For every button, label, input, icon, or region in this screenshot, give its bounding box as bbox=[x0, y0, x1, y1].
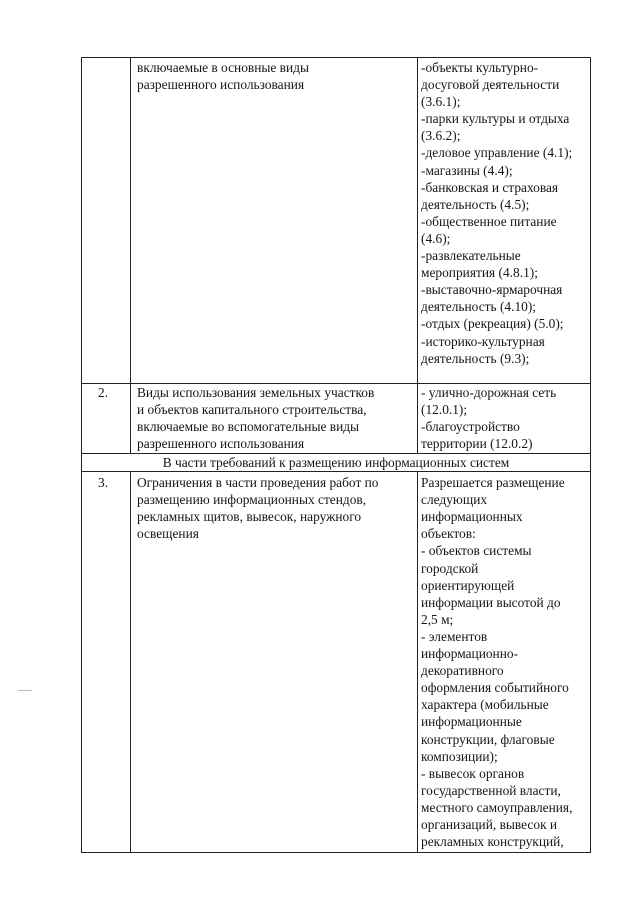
text-line: организаций, вывесок и bbox=[421, 816, 558, 832]
text-line: информационные bbox=[421, 714, 522, 730]
text-line: размещению информационных стендов, bbox=[137, 492, 367, 508]
text-line: информационных bbox=[421, 509, 523, 525]
text-line: (3.6.2); bbox=[421, 128, 461, 144]
text-line: Ограничения в части проведения работ по bbox=[137, 475, 379, 491]
text-line: включаемые во вспомогательные виды bbox=[137, 419, 360, 435]
text-line: разрешенного использования bbox=[137, 77, 305, 93]
text-line: -отдых (рекреация) (5.0); bbox=[421, 316, 564, 332]
text-line: -объекты культурно- bbox=[421, 60, 539, 75]
row-value-cell bbox=[418, 58, 591, 384]
text-line: государственной власти, bbox=[421, 782, 561, 798]
text-line: объектов: bbox=[421, 526, 476, 542]
text-line: информационно- bbox=[421, 646, 519, 662]
scan-artifact-mark bbox=[18, 690, 32, 691]
text-line: ориентирующей bbox=[421, 577, 515, 593]
table-section-header-row bbox=[82, 454, 591, 472]
text-line: - улично-дорожная сеть bbox=[421, 385, 557, 400]
text-line: оформления событийного bbox=[421, 680, 569, 696]
text-line: местного самоуправления, bbox=[421, 799, 573, 815]
text-line: рекламных щитов, вывесок, наружного bbox=[137, 509, 362, 525]
text-line: конструкции, флаговые bbox=[421, 731, 555, 747]
text-line: -историко-культурная bbox=[421, 333, 545, 349]
zoning-table bbox=[81, 57, 591, 853]
text-line: территории (12.0.2) bbox=[421, 436, 533, 452]
row-description-cell bbox=[131, 384, 418, 454]
text-line: информации высотой до bbox=[421, 594, 561, 610]
row-number-cell: 3. bbox=[82, 472, 131, 853]
text-line: композиции); bbox=[421, 748, 498, 764]
text-line: Виды использования земельных участков bbox=[137, 385, 375, 400]
text-line: -выставочно-ярмарочная bbox=[421, 282, 563, 298]
text-line: городской bbox=[421, 560, 479, 576]
text-line: и объектов капитального строительства, bbox=[137, 402, 367, 418]
row-number-cell: 2. bbox=[82, 384, 131, 454]
text-line: -общественное питание bbox=[421, 213, 557, 229]
table-row-continuation bbox=[82, 58, 591, 384]
text-line: -деловое управление (4.1); bbox=[421, 145, 573, 161]
text-line: - вывесок органов bbox=[421, 765, 525, 781]
text-line: (4.6); bbox=[421, 230, 451, 246]
text-line: досуговой деятельности bbox=[421, 77, 560, 93]
text-line: Разрешается размещение bbox=[421, 475, 565, 491]
row-number-cell bbox=[82, 58, 131, 384]
section-heading: В части требований к размещению информационных систем bbox=[82, 454, 591, 472]
text-line: декоративного bbox=[421, 663, 504, 679]
text-line: (12.0.1); bbox=[421, 402, 468, 418]
text-line: деятельность (4.10); bbox=[421, 299, 537, 315]
text-line: включаемые в основные виды bbox=[137, 60, 309, 75]
text-line: деятельность (4.5); bbox=[421, 196, 530, 212]
text-line: -парки культуры и отдыха bbox=[421, 111, 570, 127]
text-line: -развлекательные bbox=[421, 248, 521, 264]
text-line: (3.6.1); bbox=[421, 94, 461, 110]
row-description-cell bbox=[131, 472, 418, 853]
text-line: мероприятия (4.8.1); bbox=[421, 265, 538, 281]
text-line: -банковская и страховая bbox=[421, 179, 559, 195]
text-line: 2,5 м; bbox=[421, 611, 454, 627]
table-row-information-systems bbox=[82, 472, 591, 853]
text-line: - элементов bbox=[421, 628, 488, 644]
text-line: рекламных конструкций, bbox=[421, 834, 564, 850]
table-row-auxiliary-uses bbox=[82, 384, 591, 454]
text-line: -магазины (4.4); bbox=[421, 162, 513, 178]
row-description-cell bbox=[131, 58, 418, 384]
text-line: следующих bbox=[421, 492, 488, 508]
text-line: освещения bbox=[137, 526, 199, 542]
text-line: характера (мобильные bbox=[421, 697, 549, 713]
row-value-cell bbox=[418, 472, 591, 853]
text-line: разрешенного использования bbox=[137, 436, 305, 452]
text-line: деятельность (9.3); bbox=[421, 350, 530, 366]
text-line: - объектов системы bbox=[421, 543, 532, 559]
text-line: -благоустройство bbox=[421, 419, 520, 435]
row-value-cell bbox=[418, 384, 591, 454]
